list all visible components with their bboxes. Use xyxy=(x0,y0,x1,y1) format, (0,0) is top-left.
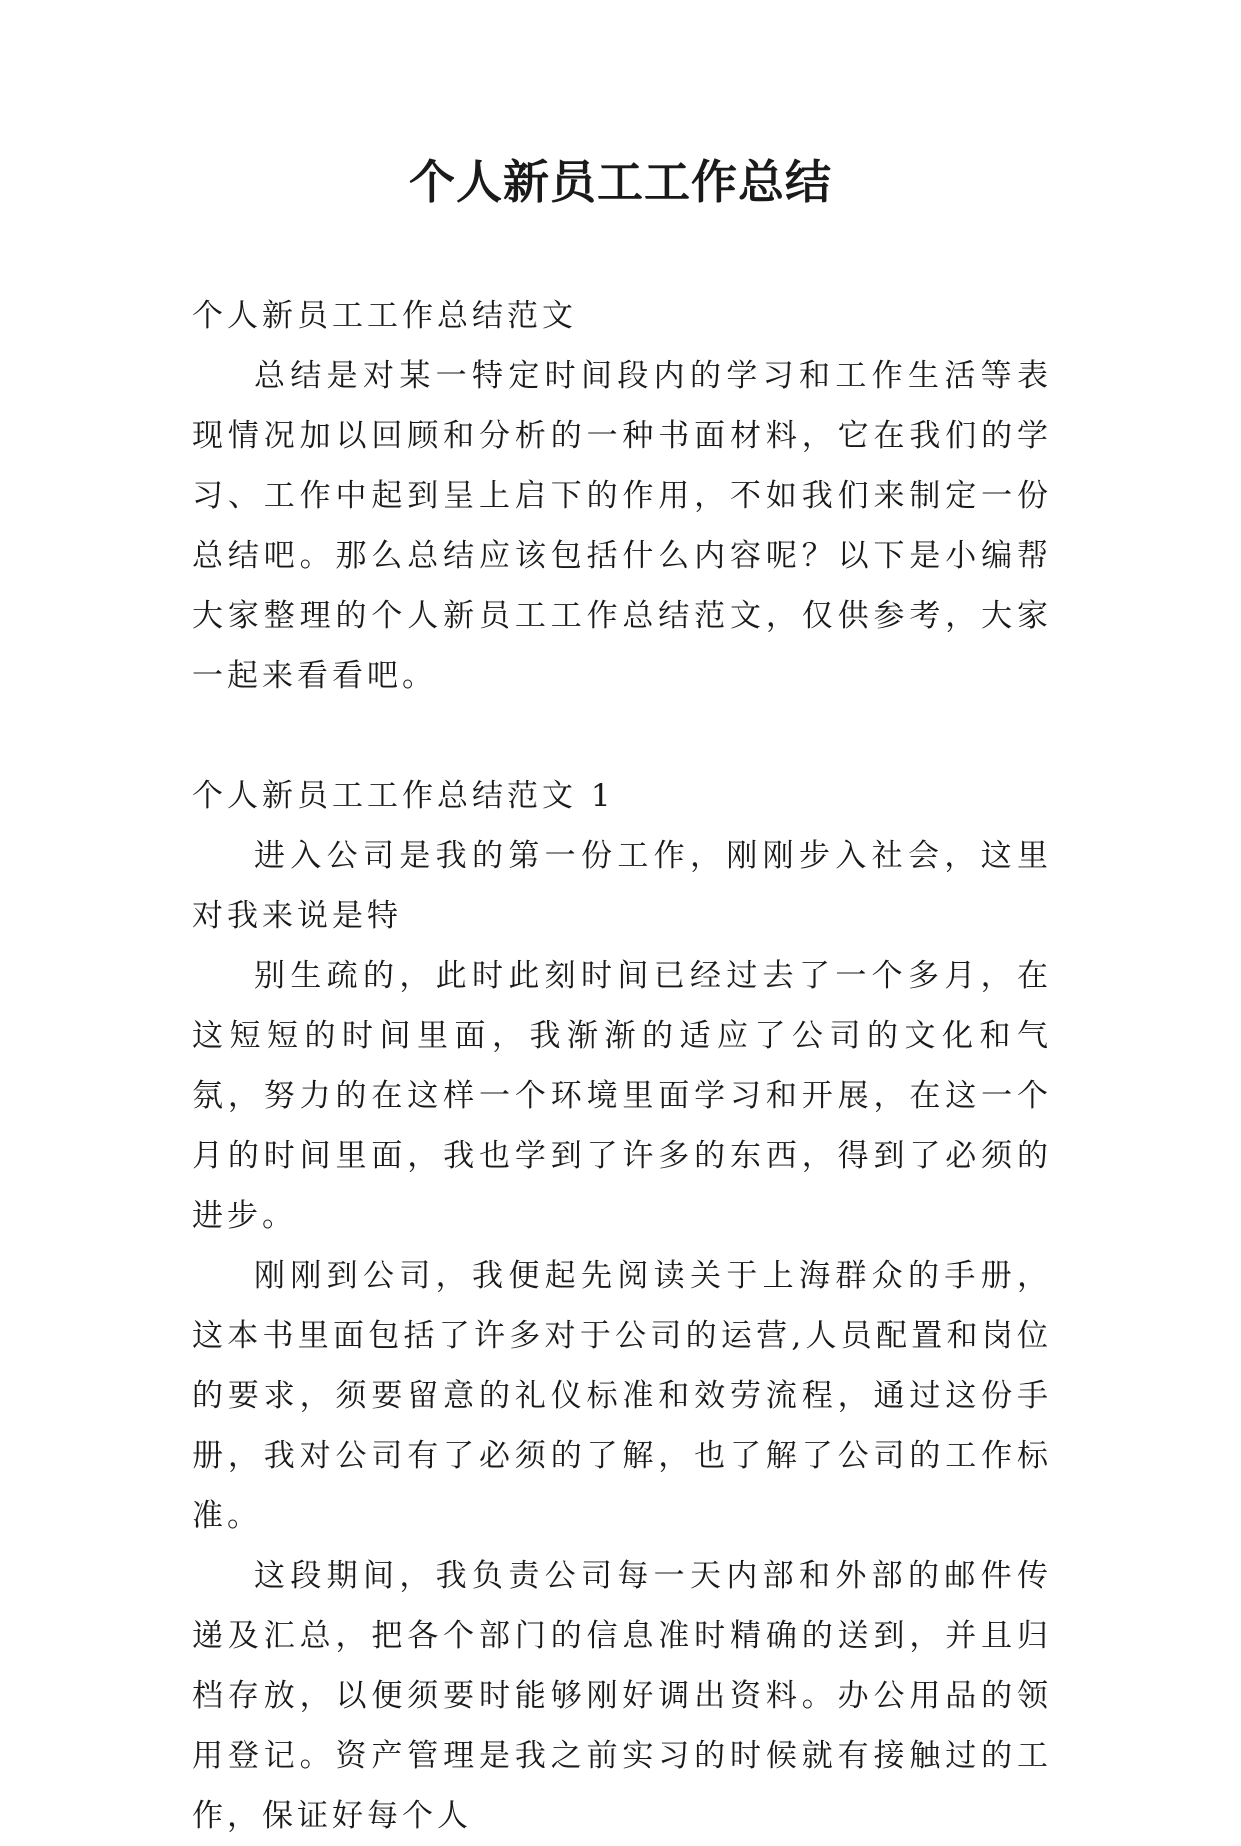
intro-paragraph: 总结是对某一特定时间段内的学习和工作生活等表现情况加以回顾和分析的一种书面材料，它在我们的学习、工作中起到呈上启下的作用，不如我们来制定一份总结吧。那么总结应该包括什么内容呢？以下是小编帮大家整理的个人新员工工作总结范文，仅供参考，大家一起来看看吧。 xyxy=(192,358,1052,694)
section1-paragraph-3: 刚刚到公司，我便起先阅读关于上海群众的手册，这本书里面包括了许多对于公司的运营,人员配置和岗位的要求，须要留意的礼仪标准和效劳流程，通过这份手册，我对公司有了必须的了解，也了解了公司的工作标准。 xyxy=(192,1258,1052,1534)
document-body xyxy=(192,286,1052,1846)
section-spacer xyxy=(192,706,1052,766)
section1-paragraph-2: 别生疏的，此时此刻时间已经过去了一个多月，在这短短的时间里面，我渐渐的适应了公司的文化和气氛，努力的在这样一个环境里面学习和开展，在这一个月的时间里面，我也学到了许多的东西，得到了必须的进步。 xyxy=(192,958,1052,1234)
section1-paragraph-4: 这段期间，我负责公司每一天内部和外部的邮件传递及汇总，把各个部门的信息准时精确的送到，并且归档存放，以便须要时能够刚好调出资料。办公用品的领用登记。资产管理是我之前实习的时候就有接触过的工作，保证好每个人 xyxy=(192,1558,1052,1834)
section1-heading: 个人新员工工作总结范文 1 xyxy=(192,778,615,814)
intro-heading: 个人新员工工作总结范文 xyxy=(192,298,577,334)
document-title: 个人新员工工作总结 xyxy=(409,155,832,209)
section1-paragraph-1: 进入公司是我的第一份工作，刚刚步入社会，这里对我来说是特 xyxy=(192,838,1052,934)
